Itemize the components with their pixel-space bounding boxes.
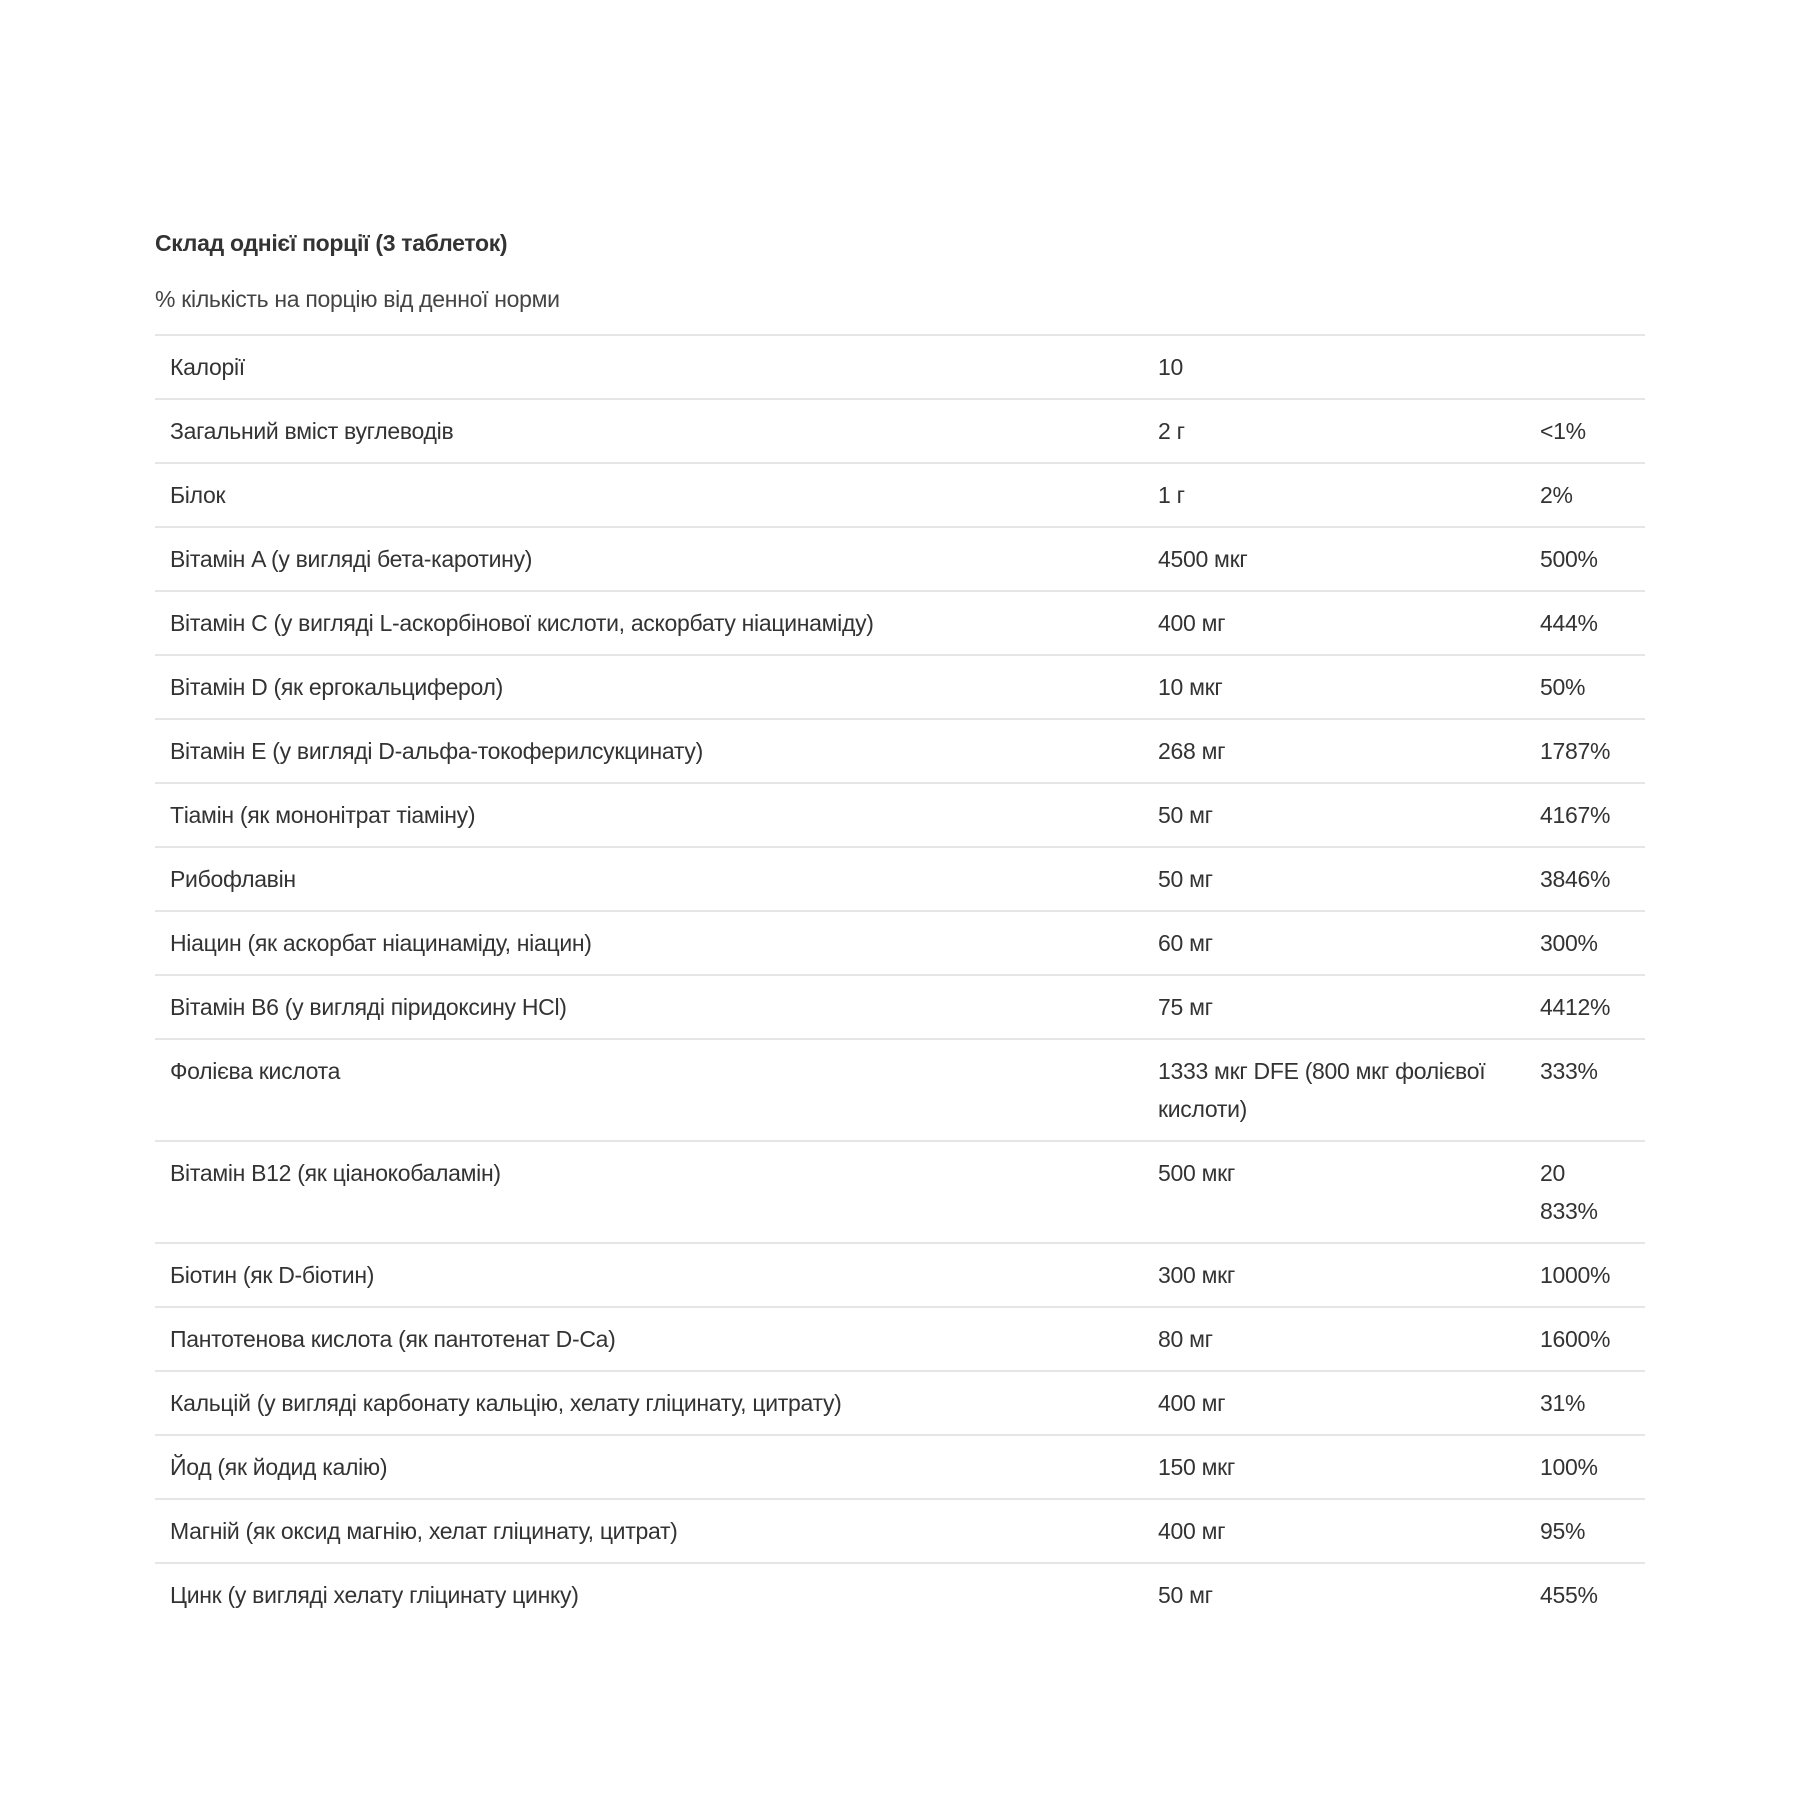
- daily-value-percent: 1787%: [1525, 719, 1645, 783]
- daily-value-percent: 2%: [1525, 463, 1645, 527]
- table-row: [155, 1039, 1645, 1141]
- nutrient-name: Вітамін B12 (як ціанокобаламін): [155, 1141, 1143, 1243]
- daily-value-percent: 95%: [1525, 1499, 1645, 1563]
- nutrient-name: Вітамін B6 (у вигляді піридоксину HCl): [155, 975, 1143, 1039]
- daily-value-percent: 1600%: [1525, 1307, 1645, 1371]
- table-row: [155, 1243, 1645, 1307]
- nutrient-amount: 268 мг: [1143, 719, 1525, 783]
- nutrient-name: Цинк (у вигляді хелату гліцинату цинку): [155, 1563, 1143, 1626]
- nutrient-name: Йод (як йодид калію): [155, 1435, 1143, 1499]
- table-row: [155, 1499, 1645, 1563]
- nutrient-name: Тіамін (як мононітрат тіаміну): [155, 783, 1143, 847]
- nutrient-name: Кальцій (у вигляді карбонату кальцію, хелату гліцинату, цитрату): [155, 1371, 1143, 1435]
- nutrient-name: Пантотенова кислота (як пантотенат D-Ca): [155, 1307, 1143, 1371]
- nutrient-amount: 400 мг: [1143, 1371, 1525, 1435]
- nutrient-name: Рибофлавін: [155, 847, 1143, 911]
- nutrient-name: Вітамін A (у вигляді бета-каротину): [155, 527, 1143, 591]
- daily-value-percent: 500%: [1525, 527, 1645, 591]
- nutrient-amount: 500 мкг: [1143, 1141, 1525, 1243]
- table-row: [155, 719, 1645, 783]
- nutrient-name: Калорії: [155, 335, 1143, 399]
- daily-value-percent: <1%: [1525, 399, 1645, 463]
- daily-value-percent: 20 833%: [1525, 1141, 1645, 1243]
- daily-value-percent: 3846%: [1525, 847, 1645, 911]
- nutrient-amount: 80 мг: [1143, 1307, 1525, 1371]
- table-row: [155, 1435, 1645, 1499]
- table-row: [155, 911, 1645, 975]
- table-row: [155, 1563, 1645, 1626]
- table-row: [155, 655, 1645, 719]
- nutrient-name: Фолієва кислота: [155, 1039, 1143, 1141]
- nutrient-amount: 50 мг: [1143, 1563, 1525, 1626]
- daily-value-percent: 100%: [1525, 1435, 1645, 1499]
- nutrient-amount: 400 мг: [1143, 591, 1525, 655]
- daily-value-percent: 4412%: [1525, 975, 1645, 1039]
- daily-value-percent: 444%: [1525, 591, 1645, 655]
- nutrient-name: Біотин (як D-біотин): [155, 1243, 1143, 1307]
- nutrient-name: Ніацин (як аскорбат ніацинаміду, ніацин): [155, 911, 1143, 975]
- nutrient-name: Вітамін E (у вигляді D-альфа-токоферилсукцинату): [155, 719, 1143, 783]
- nutrient-amount: 50 мг: [1143, 847, 1525, 911]
- daily-value-percent: 1000%: [1525, 1243, 1645, 1307]
- nutrient-amount: 10 мкг: [1143, 655, 1525, 719]
- table-row: [155, 399, 1645, 463]
- nutrient-amount: 300 мкг: [1143, 1243, 1525, 1307]
- nutrient-amount: 75 мг: [1143, 975, 1525, 1039]
- nutrient-name: Вітамін C (у вигляді L-аскорбінової кислоти, аскорбату ніацинаміду): [155, 591, 1143, 655]
- table-row: [155, 975, 1645, 1039]
- daily-value-percent: 300%: [1525, 911, 1645, 975]
- table-row: [155, 1307, 1645, 1371]
- supplement-facts: [155, 226, 1645, 1626]
- nutrient-name: Вітамін D (як ергокальциферол): [155, 655, 1143, 719]
- table-row: [155, 335, 1645, 399]
- nutrient-amount: 400 мг: [1143, 1499, 1525, 1563]
- nutrient-name: Білок: [155, 463, 1143, 527]
- daily-value-percent: 4167%: [1525, 783, 1645, 847]
- table-row: [155, 463, 1645, 527]
- daily-value-percent: 455%: [1525, 1563, 1645, 1626]
- table-row: [155, 1371, 1645, 1435]
- nutrient-amount: 10: [1143, 335, 1525, 399]
- nutrient-amount: 50 мг: [1143, 783, 1525, 847]
- table-row: [155, 847, 1645, 911]
- nutrient-name: Магній (як оксид магнію, хелат гліцинату, цитрат): [155, 1499, 1143, 1563]
- nutrient-amount: 1 г: [1143, 463, 1525, 527]
- table-row: [155, 1141, 1645, 1243]
- nutrition-table: [155, 334, 1645, 1626]
- daily-value-percent: 50%: [1525, 655, 1645, 719]
- nutrient-amount: 1333 мкг DFE (800 мкг фолієвої кислоти): [1143, 1039, 1525, 1141]
- nutrient-amount: 60 мг: [1143, 911, 1525, 975]
- table-row: [155, 591, 1645, 655]
- nutrient-amount: 4500 мкг: [1143, 527, 1525, 591]
- section-title: Склад однієї порції (3 таблеток): [155, 230, 508, 256]
- nutrient-amount: 150 мкг: [1143, 1435, 1525, 1499]
- daily-value-percent: [1525, 335, 1645, 399]
- daily-value-percent: 31%: [1525, 1371, 1645, 1435]
- nutrient-name: Загальний вміст вуглеводів: [155, 399, 1143, 463]
- nutrient-amount: 2 г: [1143, 399, 1525, 463]
- daily-value-percent: 333%: [1525, 1039, 1645, 1141]
- table-row: [155, 783, 1645, 847]
- table-row: [155, 527, 1645, 591]
- section-subtitle: % кількість на порцію від денної норми: [155, 286, 560, 312]
